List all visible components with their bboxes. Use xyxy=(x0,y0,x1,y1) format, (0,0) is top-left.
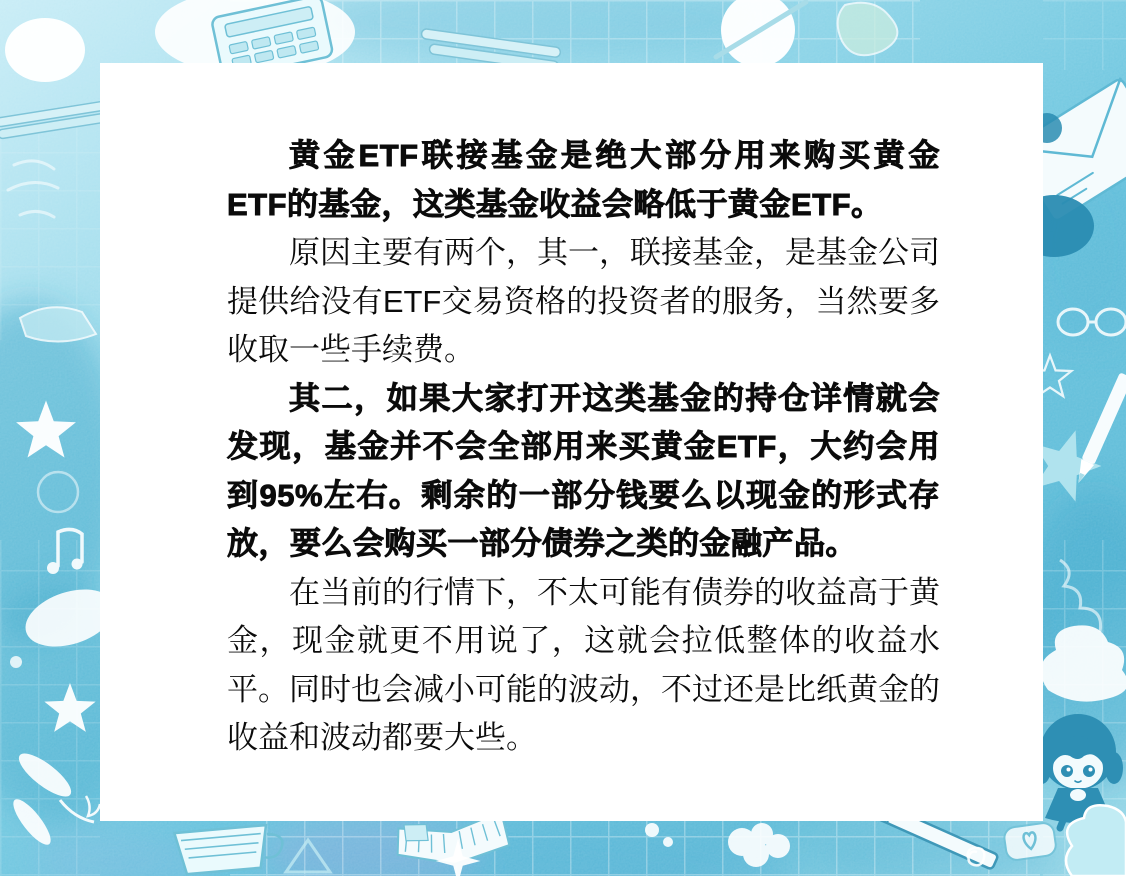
heart-note-doodle xyxy=(1003,822,1057,862)
cloud-doodle-top-left xyxy=(5,18,85,82)
paragraph-reason-two: 其二，如果大家打开这类基金的持仓详情就会发现，基金并不会全部用来买黄金ETF，大约会用到95%左右。剩余的一部分钱要么以现金的形式存放，要么会购买一部分债券之类的金融产品。 xyxy=(227,380,940,561)
text-card xyxy=(100,63,1043,821)
paragraph-conclusion: 在当前的行情下，不太可能有债券的收益高于黄金，现金就更不用说了，这就会拉低整体的收益水平。同时也会减小可能的波动，不过还是比纸黄金的收益和波动都要大些。 xyxy=(227,574,940,755)
paragraph-intro: 黄金ETF联接基金是绝大部分用来购买黄金ETF的基金，这类基金收益会略低于黄金ETF。 xyxy=(227,138,940,222)
dot-doodle xyxy=(10,656,22,668)
paragraph-reason-one: 原因主要有两个，其一，联接基金，是基金公司提供给没有ETF交易资格的投资者的服务，当然要多收取一些手续费。 xyxy=(227,235,940,367)
